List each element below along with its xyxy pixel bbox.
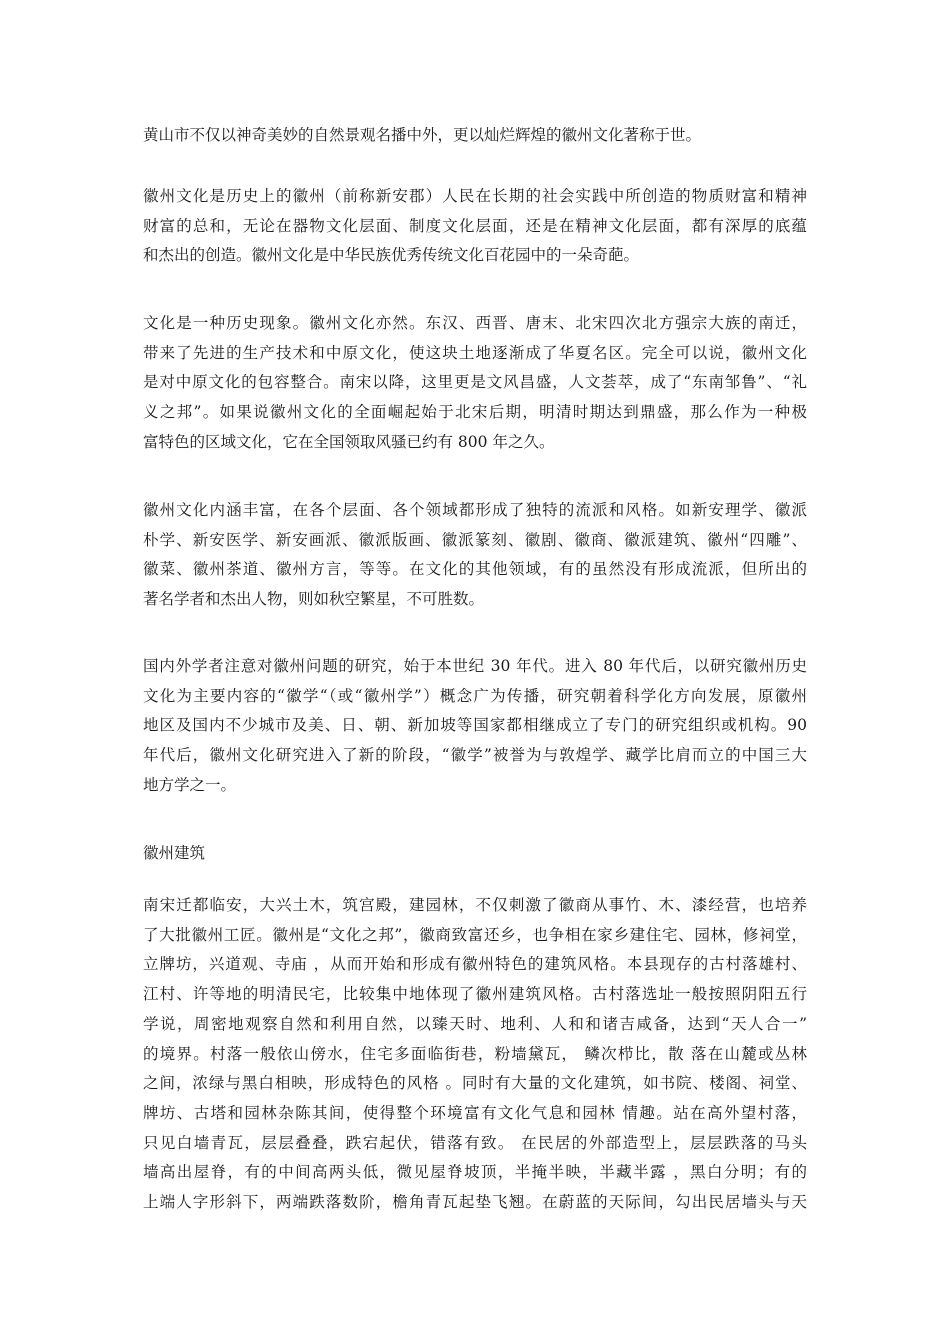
heading-text: 徽州建筑 [143,844,206,862]
text-line: 徽州文化内涵丰富，在各个层面、各个领域都形成了独特的流派和风格。如新安理学、徽派 [143,501,807,519]
text-line: 学说，周密地观察自然和利用自然，以臻天时、地利、人和和诸吉咸备，达到“天人合一” [143,1014,807,1033]
text-line: 墙高出屋脊，有的中间高两头低，微见屋脊坡顶，半掩半映，半藏半露 ，黑白分明；有的 [143,1163,807,1182]
text-line: 国内外学者注意对徽州问题的研究，始于本世纪 30 年代。进入 80 年代后，以研究徽州历史 [143,657,807,675]
text-line: 和杰出的创造。徽州文化是中华民族优秀传统文化百花园中的一朵奇葩。 [143,246,640,265]
text-line: 了大批徽州工匠。徽州是“文化之邦”，徽商致富还乡，也争相在家乡建住宅、园林，修祠堂， [143,925,807,944]
text-line: 的境界。村落一般依山傍水，住宅多面临街巷，粉墙黛瓦， 鳞次栉比，散 落在山麓或丛林 [143,1044,807,1063]
text-line: 之间，浓绿与黑白相映，形成特色的风格 。同时有大量的文化建筑，如书院、楼阁、祠堂、 [143,1074,807,1093]
text-line: 地区及国内不少城市及美、日、朝、新加坡等国家都相继成立了专门的研究组织或机构。90 [143,716,807,735]
text-line: 江村、许等地的明清民宅，比较集中地体现了徽州建筑风格。古村落选址一般按照阴阳五行 [143,985,807,1004]
text-line: 南宋迁都临安，大兴土木，筑宫殿，建园林，不仅刺激了徽商从事竹、木、漆经营，也培养 [143,896,807,914]
text-line: 黄山市不仅以神奇美妙的自然景观名播中外，更以灿烂辉煌的徽州文化著称于世。 [143,126,702,144]
text-line: 带来了先进的生产技术和中原文化，使这块土地逐渐成了华夏名区。完全可以说，徽州文化 [143,343,807,362]
text-line: 徽州文化是历史上的徽州（前称新安郡）人民在长期的社会实践中所创造的物质财富和精神 [143,187,807,205]
text-line: 富特色的区域文化，它在全国领取风骚已约有 800 年之久。 [143,432,555,451]
text-line: 地方学之一。 [143,775,237,794]
text-line: 文化是一种历史现象。徽州文化亦然。东汉、西晋、唐末、北宋四次北方强宗大族的南迁， [143,314,807,332]
text-line: 是对中原文化的包容整合。南宋以降，这里更是文风昌盛，人文荟萃，成了“东南邹鲁”、“礼 [143,373,807,392]
paragraph-architecture [143,891,807,1218]
paragraph-definition [143,182,807,271]
text-line: 上端人字形斜下，两端跌落数阶，檐角青瓦起垫飞翘。在蔚蓝的天际间，勾出民居墙头与天 [143,1193,807,1212]
paragraph-history [143,309,807,458]
paragraph-intro [143,121,807,151]
paragraph-research [143,652,807,801]
section-heading-architecture [143,839,807,869]
text-line: 年代后，徽州文化研究进入了新的阶段，“徽学”被誉为与敦煌学、藏学比肩而立的中国三大 [143,746,807,765]
text-line: 著名学者和杰出人物，则如秋空繁星，不可胜数。 [143,590,485,609]
text-line: 只见白墙青瓦，层层叠叠，跌宕起伏，错落有致。 在民居的外部造型上，层层跌落的马头 [143,1133,807,1152]
text-line: 文化为主要内容的“徽学“（或“徽州学”）概念广为传播，研究朝着科学化方向发展，原徽州 [143,686,807,705]
paragraph-schools [143,496,807,615]
text-line: 朴学、新安医学、新安画派、徽派版画、徽派篆刻、徽剧、徽商、徽派建筑、徽州“四雕”、 [143,530,807,549]
text-line: 徽菜、徽州茶道、徽州方言，等等。在文化的其他领域，有的虽然没有形成流派，但所出的 [143,560,807,579]
text-line: 立牌坊，兴道观、寺庙 ，从而开始和形成有徽州特色的建筑风格。本县现存的古村落雄村、 [143,955,807,974]
text-line: 牌坊、古塔和园林杂陈其间，使得整个环境富有文化气息和园林 情趣。站在高外望村落， [143,1103,807,1122]
text-line: 财富的总和，无论在器物文化层面、制度文化层面，还是在精神文化层面，都有深厚的底蕴 [143,216,807,235]
text-line: 义之邦”。如果说徽州文化的全面崛起始于北宋后期，明清时期达到鼎盛，那么作为一种极 [143,403,807,422]
